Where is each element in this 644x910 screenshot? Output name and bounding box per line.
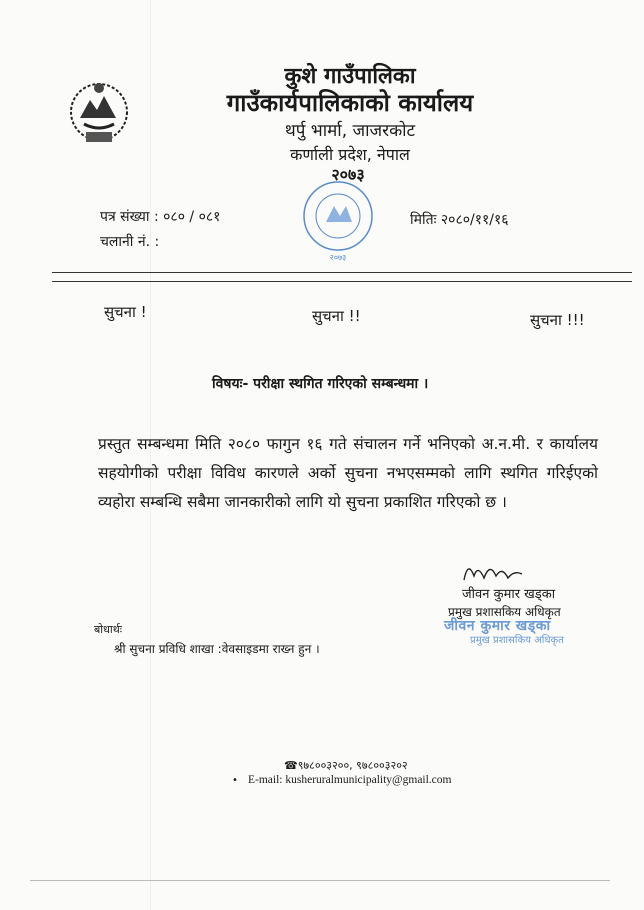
nepal-emblem-icon [66, 74, 132, 150]
dispatch-number: चलानी नं. : [100, 234, 160, 250]
cc-label: बोधार्थः [94, 623, 122, 636]
letter-number: पत्र संख्या : ०८० / ०८१ [100, 209, 221, 225]
signatory-title: प्रमुख प्रशासकिय अधिकृत [448, 605, 561, 619]
notice-label-2: सुचना !! [312, 307, 361, 325]
svg-text:२०७३: २०७३ [329, 253, 347, 262]
contact-phone: ☎९७८००३२००, ९७८००३२०२ [284, 759, 408, 772]
footer-divider [30, 880, 610, 881]
header-province: कर्णाली प्रदेश, नेपाल [290, 145, 410, 164]
handwritten-signature-icon [460, 556, 530, 586]
office-seal-icon [298, 176, 378, 262]
signatory-name: जीवन कुमार खड्का [462, 587, 556, 602]
cc-recipient: श्री सुचना प्रविधि शाखा :वेवसाइडमा राख्न हुन । [114, 642, 320, 656]
header-office-name: गाउँकार्यपालिकाको कार्यालय [226, 89, 474, 117]
header-address: थर्पु भार्मा, जाजरकोट [284, 121, 416, 141]
header-divider-bottom [52, 281, 632, 282]
contact-email: E-mail: kusheruralmunicipality@gmail.com [248, 774, 452, 786]
signature-stamp-title: प्रमुख प्रशासकिय अधिकृत [470, 635, 564, 646]
header-year: २०७३ [331, 165, 365, 184]
notice-label-1: सुचना ! [104, 303, 147, 321]
subject-line: विषयः- परीक्षा स्थगित गरिएको सम्बन्धमा । [212, 376, 429, 392]
header-municipality-name: कुशे गाउँपालिका [284, 64, 416, 89]
bullet-icon: • [232, 775, 238, 786]
header-divider-top [52, 272, 632, 273]
notice-label-3: सुचना !!! [530, 311, 585, 329]
notice-body: प्रस्तुत सम्बन्धमा मिति २०८० फागुन १६ गते संचालन गर्ने भनिएको अ.न.मी. र कार्यालय सहयोगीको परीक्षा विविध कारणले अर्को सुचना नभएसम्मको लागि स्थगित गरिईएको व्यहोरा सम्बन्धि सबैमा जानकारीको लागि यो सुचना प्रकाशित गरिएको छ । [98, 435, 598, 511]
letter-date: मितिः २०८०/११/१६ [410, 212, 509, 228]
signature-stamp-name: जीवन कुमार खड्का [444, 618, 551, 634]
